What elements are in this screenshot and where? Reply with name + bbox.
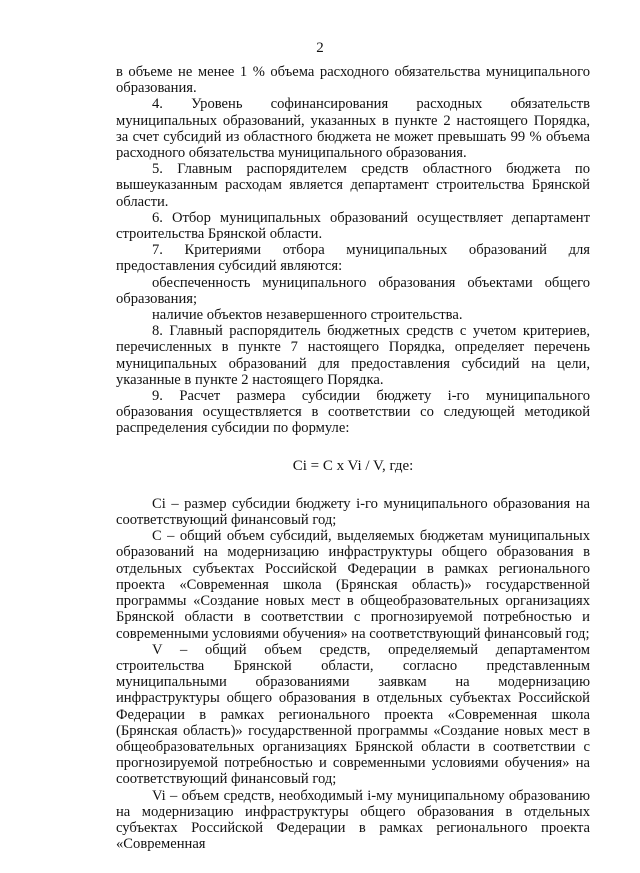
criterion-2: наличие объектов незавершенного строительства. (152, 307, 463, 324)
formula: Ci = C x Vi / V, где: (292, 457, 414, 474)
definition-c: С – общий объем субсидий, выделяемых бюджетам муниципальных образований на модернизацию инфраструктуры общего образования в отдельных субъектах Российской Федерации в рамках регионального проекта «Современная школа (Брянская область)» государственной программы «Создание новых мест в общеобразовательных организациях Брянской области в соответствии с прогнозируемой потребностью и современными условиями обучения» на соответствующий финансовый год; (116, 528, 590, 642)
paragraph-4: 4. Уровень софинансирования расходных обязательств муниципальных образований, указанных в пункте 2 настоящего Порядка, за счет субсидий из областного бюджета не может превышать 99 % объема расходного обязательства муниципального образования. (116, 96, 590, 162)
paragraph-5: 5. Главным распорядителем средств областного бюджета по вышеуказанным расходам является департамент строительства Брянской области. (116, 161, 590, 210)
definition-v: V – общий объем средств, определяемый департаментом строительства Брянской области, согласно представленным муниципальными образованиями заявкам на модернизацию инфраструктуры общего образования в отдельных субъектах Российской Федерации в рамках регионального проекта «Современная школа (Брянская область)» государственной программы «Создание новых мест в общеобразовательных организациях Брянской области в соответствии с прогнозируемой потребностью и современными условиями обучения» на соответствующий финансовый год; (116, 641, 590, 788)
paragraph-continuation: в объеме не менее 1 % объема расходного обязательства муниципального образования. (116, 64, 590, 97)
paragraph-8: 8. Главный распорядитель бюджетных средств с учетом критериев, перечисленных в пункте 7 настоящего Порядка, определяет перечень муниципальных образований для предоставления субсидий на цели, указанные в пункте 2 настоящего Порядка. (116, 323, 590, 388)
paragraph-7: 7. Критериями отбора муниципальных образований для предоставления субсидий являются: (116, 242, 590, 275)
criterion-1: обеспеченность муниципального образования объектами общего образования; (116, 274, 590, 307)
document-body (116, 64, 590, 852)
definition-vi: Vi – объем средств, необходимый i-му муниципальному образованию на модернизацию инфраструктуры общего образования в отдельных субъектах Российской Федерации в рамках регионального проекта «Современная (116, 787, 590, 853)
paragraph-6: 6. Отбор муниципальных образований осуществляет департамент строительства Брянской области. (116, 209, 590, 243)
paragraph-9: 9. Расчет размера субсидии бюджету i-го муниципального образования осуществляется в соответствии со следующей методикой распределения субсидии по формуле: (116, 388, 590, 437)
definition-ci: Ci – размер субсидии бюджету i-го муниципального образования на соответствующий финансовый год; (116, 495, 590, 529)
page-number: 2 (316, 40, 324, 56)
